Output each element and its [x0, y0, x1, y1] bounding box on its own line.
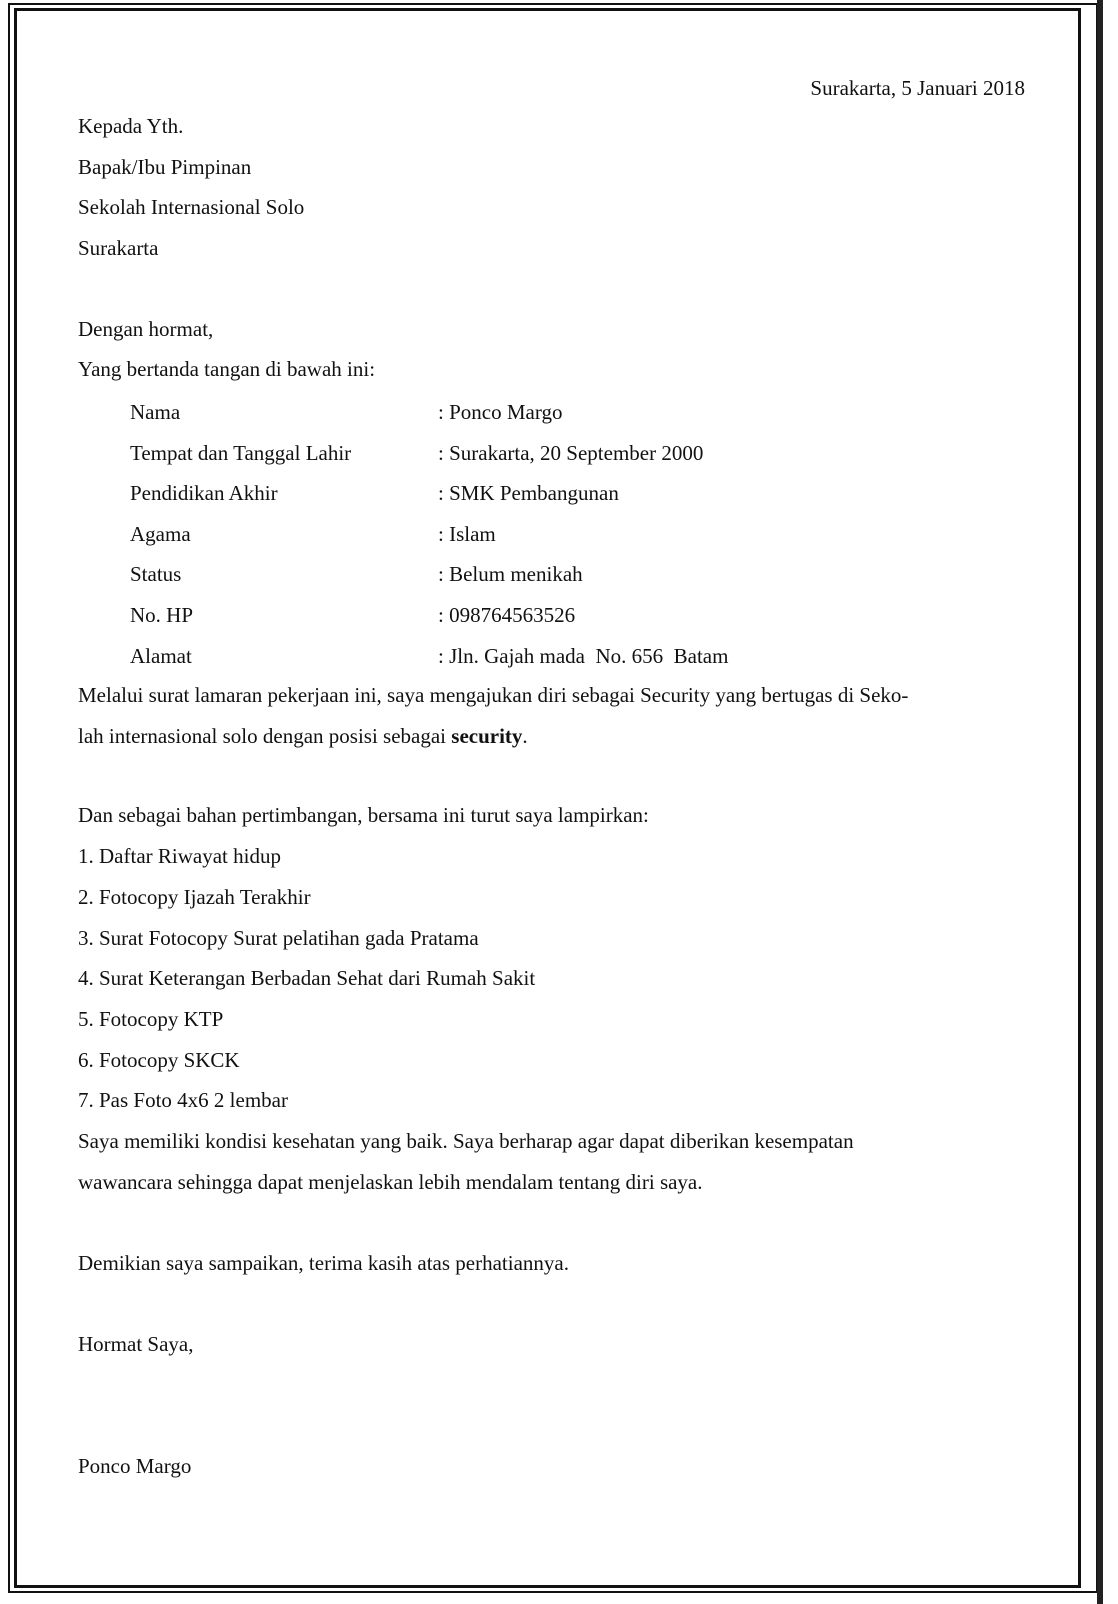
field-label-pendidikan: Pendidikan Akhir: [130, 481, 278, 505]
attachment-item: 3. Surat Fotocopy Surat pelatihan gada Pratama: [78, 926, 479, 950]
attachments-intro: Dan sebagai bahan pertimbangan, bersama ini turut saya lampirkan:: [78, 803, 649, 827]
body-paragraph-1-line-2: [78, 726, 528, 747]
attachment-item: 7. Pas Foto 4x6 2 lembar: [78, 1088, 288, 1112]
recipient-line-2: Bapak/Ibu Pimpinan: [78, 155, 252, 179]
intro-text: Yang bertanda tangan di bawah ini:: [78, 357, 376, 381]
body-paragraph-1-end: .: [522, 724, 528, 748]
salutation: Dengan hormat,: [78, 317, 214, 341]
field-value-alamat: : Jln. Gajah mada No. 656 Batam: [438, 644, 729, 668]
field-value-hp: : 098764563526: [438, 603, 576, 627]
position-bold: security: [451, 724, 523, 748]
recipient-line-1: Kepada Yth.: [78, 114, 184, 138]
signature-name: Ponco Margo: [78, 1454, 192, 1478]
attachment-item: 6. Fotocopy SKCK: [78, 1048, 240, 1072]
field-value-agama: : Islam: [438, 522, 496, 546]
field-label-ttl: Tempat dan Tanggal Lahir: [130, 441, 352, 465]
field-value-status: : Belum menikah: [438, 562, 583, 586]
field-value-nama: : Ponco Margo: [438, 400, 563, 424]
signoff: Hormat Saya,: [78, 1332, 194, 1356]
field-value-pendidikan: : SMK Pembangunan: [438, 481, 619, 505]
attachment-item: 5. Fotocopy KTP: [78, 1007, 224, 1031]
attachment-item: 4. Surat Keterangan Berbadan Sehat dari Rumah Sakit: [78, 966, 536, 990]
attachment-item: 1. Daftar Riwayat hidup: [78, 844, 281, 868]
body-paragraph-2-line-2: wawancara sehingga dapat menjelaskan lebih mendalam tentang diri saya.: [78, 1170, 703, 1194]
field-label-hp: No. HP: [130, 603, 194, 627]
field-label-agama: Agama: [130, 522, 191, 546]
letter-date: Surakarta, 5 Januari 2018: [810, 76, 1025, 100]
field-label-alamat: Alamat: [130, 644, 192, 668]
body-paragraph-2-line-1: Saya memiliki kondisi kesehatan yang baik. Saya berharap agar dapat diberikan kesempatan: [78, 1129, 854, 1153]
recipient-line-4: Surakarta: [78, 236, 159, 260]
closing-sentence: Demikian saya sampaikan, terima kasih atas perhatiannya.: [78, 1251, 569, 1275]
field-value-ttl: : Surakarta, 20 September 2000: [438, 441, 704, 465]
body-paragraph-1-line-1: Melalui surat lamaran pekerjaan ini, saya mengajukan diri sebagai Security yang bertugas di Seko-: [78, 683, 909, 707]
attachment-item: 2. Fotocopy Ijazah Terakhir: [78, 885, 311, 909]
field-label-status: Status: [130, 562, 182, 586]
recipient-line-3: Sekolah Internasional Solo: [78, 195, 305, 219]
field-label-nama: Nama: [130, 400, 181, 424]
body-paragraph-1-text: lah internasional solo dengan posisi sebagai: [78, 724, 452, 748]
